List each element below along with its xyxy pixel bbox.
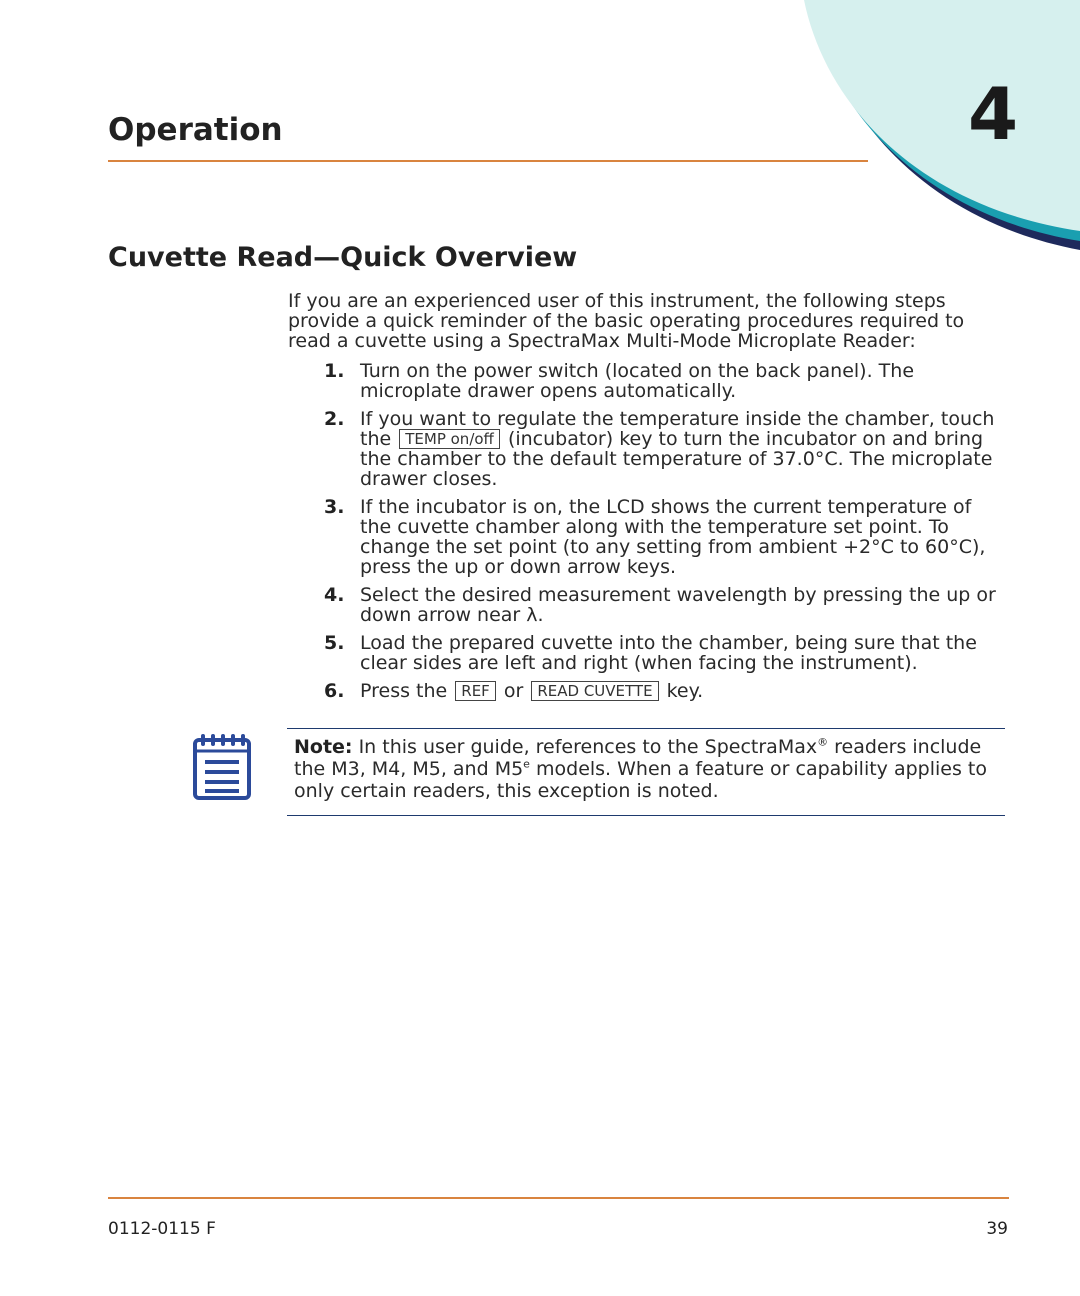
model-superscript: e bbox=[523, 757, 530, 771]
document-number: 0112-0115 F bbox=[108, 1219, 216, 1239]
step-number: 2. bbox=[324, 408, 345, 430]
step-number: 4. bbox=[324, 584, 345, 606]
step-text: If the incubator is on, the LCD shows the current temperature of the cuvette chamber along with the temperature set point. To change the set point (to any setting from ambient +2°C to 60°C), press the up or down arrow keys. bbox=[360, 496, 986, 578]
step-number: 3. bbox=[324, 496, 345, 518]
page-number: 39 bbox=[986, 1219, 1008, 1239]
steps-list bbox=[288, 361, 1008, 701]
notepad-icon bbox=[192, 732, 252, 802]
step-3 bbox=[288, 497, 1008, 577]
note-text-a: In this user guide, references to the SpectraMax bbox=[358, 736, 818, 758]
step-number: 5. bbox=[324, 632, 345, 654]
step-number: 6. bbox=[324, 680, 345, 702]
step-5 bbox=[288, 633, 1008, 673]
step-text-pre: Press the bbox=[360, 680, 448, 702]
registered-mark: ® bbox=[817, 735, 829, 749]
step-2 bbox=[288, 409, 1008, 489]
step-text-mid: or bbox=[503, 680, 524, 702]
header-rule bbox=[108, 160, 868, 162]
step-4 bbox=[288, 585, 1008, 625]
step-text: Load the prepared cuvette into the chamber, being sure that the clear sides are left and right (when facing the instrument). bbox=[360, 632, 977, 674]
note-text-c: models. When a feature or capability applies to only certain readers, this exception is noted. bbox=[294, 758, 987, 802]
step-text bbox=[360, 409, 1008, 489]
section-heading: Cuvette Read—Quick Overview bbox=[108, 242, 578, 273]
step-number: 1. bbox=[324, 360, 345, 382]
step-6 bbox=[288, 681, 1008, 701]
intro-paragraph: If you are an experienced user of this instrument, the following steps provide a quick reminder of the basic operating procedures required to read a cuvette using a SpectraMax Multi-Mode Microplate Reader: bbox=[288, 290, 965, 352]
note-text-b: readers include the M3, M4, M5, and M5 bbox=[294, 736, 982, 780]
chapter-number: 4 bbox=[968, 72, 1019, 156]
ref-key-label: REF bbox=[455, 681, 496, 701]
step-text bbox=[360, 681, 1008, 701]
note-box bbox=[287, 728, 1005, 816]
read-cuvette-key-label: READ CUVETTE bbox=[531, 681, 658, 701]
section-body bbox=[288, 291, 1008, 709]
step-text: Select the desired measurement wavelength by pressing the up or down arrow near λ. bbox=[360, 584, 996, 626]
temp-key-label: TEMP on/off bbox=[399, 429, 500, 449]
step-text: Turn on the power switch (located on the back panel). The microplate drawer opens automatically. bbox=[360, 360, 915, 402]
step-1 bbox=[288, 361, 1008, 401]
footer-rule bbox=[108, 1197, 1009, 1199]
step-text-post: key. bbox=[666, 680, 704, 702]
note-label: Note: bbox=[294, 736, 353, 758]
step-text-post: (incubator) key to turn the incubator on and bring the chamber to the default temperature of 37.0°C. The microplate drawer closes. bbox=[360, 428, 993, 490]
step-text-pre: If you want to regulate the temperature inside the chamber, touch the bbox=[360, 408, 995, 450]
note-text bbox=[294, 736, 1002, 802]
chapter-title: Operation bbox=[108, 112, 283, 148]
